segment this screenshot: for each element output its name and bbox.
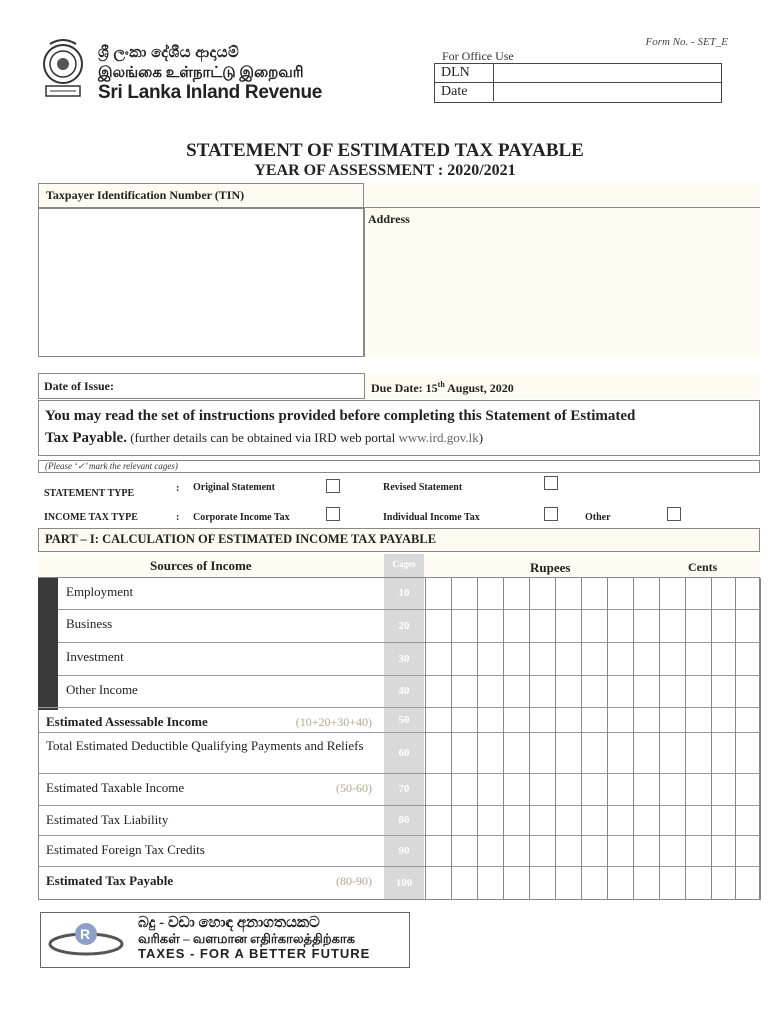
office-date-label: Date bbox=[435, 83, 494, 101]
digit-cell-divider bbox=[477, 578, 478, 900]
row-formula: (80-90) bbox=[336, 874, 372, 888]
income-sources-sidebar bbox=[38, 578, 58, 710]
row-label: Total Estimated Deductible Qualifying Payments and Reliefs bbox=[46, 738, 364, 753]
form-title: STATEMENT OF ESTIMATED TAX PAYABLE bbox=[186, 140, 584, 161]
original-statement-checkbox[interactable] bbox=[326, 479, 340, 493]
dln-row bbox=[435, 64, 721, 83]
amount-grid[interactable] bbox=[425, 578, 760, 900]
row-label: Investment bbox=[66, 649, 124, 664]
form-subtitle: YEAR OF ASSESSMENT : 2020/2021 bbox=[254, 162, 516, 179]
address-top bbox=[364, 183, 760, 208]
row-label: Business bbox=[66, 616, 113, 631]
form-number: Form No. - SET_E bbox=[645, 36, 728, 48]
instructions-line1: You may read the set of instructions provided before completing this Statement of Estimated bbox=[45, 408, 636, 424]
row-label: Estimated Taxable Income bbox=[46, 780, 185, 795]
cage-number: 40 bbox=[384, 676, 424, 707]
individual-income-tax-label: Individual Income Tax bbox=[383, 512, 480, 523]
digit-cell-divider bbox=[685, 578, 686, 900]
col-cages-header: Cages bbox=[392, 559, 416, 569]
cage-number: 10 bbox=[384, 578, 424, 609]
ird-link[interactable]: www.ird.gov.lk bbox=[398, 430, 479, 445]
footer-sinhala: බදු - වඩා හොඳ අනාගතයකට bbox=[138, 915, 320, 931]
address-field[interactable] bbox=[364, 183, 760, 357]
row-label: Estimated Tax Payable bbox=[46, 873, 174, 888]
footer-tamil: வரிகள் – வளமான எதிர்காலத்திற்காக bbox=[138, 931, 356, 946]
cage-number: 100 bbox=[384, 867, 424, 899]
digit-cell-divider bbox=[760, 578, 761, 900]
row-label: Estimated Foreign Tax Credits bbox=[46, 842, 205, 857]
row-label: Estimated Assessable Income bbox=[46, 714, 208, 729]
digit-cell-divider bbox=[529, 578, 530, 900]
col-rupees-header: Rupees bbox=[530, 560, 571, 575]
digit-cell-divider bbox=[503, 578, 504, 900]
digit-cell-divider bbox=[711, 578, 712, 900]
logo-sinhala: ශ්‍රී ලංකා දේශීය ආදායම් bbox=[98, 45, 240, 61]
cage-number: 70 bbox=[384, 774, 424, 805]
tin-field[interactable] bbox=[38, 208, 364, 357]
statement-type-colon: : bbox=[176, 483, 180, 494]
cage-number: 90 bbox=[384, 836, 424, 866]
dln-field[interactable] bbox=[494, 64, 721, 82]
part1-title: PART – I: CALCULATION OF ESTIMATED INCOME TAX PAYABLE bbox=[45, 532, 437, 546]
mark-note: (Please ‘✓’ mark the relevant cages) bbox=[45, 461, 178, 471]
svg-text:R: R bbox=[80, 926, 91, 942]
digit-cell-divider bbox=[659, 578, 660, 900]
digit-cell-divider bbox=[633, 578, 634, 900]
other-label: Other bbox=[585, 512, 611, 523]
office-use-label: For Office Use bbox=[442, 49, 514, 63]
logo-tamil: இலங்கை உள்நாட்டு இறைவரி bbox=[98, 65, 304, 81]
row-label: Employment bbox=[66, 584, 134, 599]
corporate-income-tax-label: Corporate Income Tax bbox=[193, 512, 290, 523]
digit-cell-divider bbox=[735, 578, 736, 900]
cage-number: 80 bbox=[384, 806, 424, 835]
ird-logo-icon bbox=[44, 916, 128, 962]
individual-income-tax-checkbox[interactable] bbox=[544, 507, 558, 521]
instructions-line2: Tax Payable. (further details can be obtained via IRD web portal www.ird.gov.lk) bbox=[45, 430, 484, 446]
cage-number: 20 bbox=[384, 610, 424, 642]
office-date-field[interactable] bbox=[494, 83, 721, 101]
office-use-table bbox=[434, 63, 722, 103]
corporate-income-tax-checkbox[interactable] bbox=[326, 507, 340, 521]
cage-number: 60 bbox=[384, 733, 424, 773]
digit-cell-divider bbox=[451, 578, 452, 900]
date-of-issue-label: Date of Issue: bbox=[44, 379, 114, 393]
tin-label: Taxpayer Identification Number (TIN) bbox=[46, 188, 245, 202]
emblem-icon bbox=[40, 38, 86, 100]
row-label: Other Income bbox=[66, 682, 138, 697]
address-label: Address bbox=[368, 212, 410, 226]
row-formula: (50-60) bbox=[336, 781, 372, 795]
due-date-label: Due Date: 15th August, 2020 bbox=[371, 380, 514, 395]
digit-cell-divider bbox=[555, 578, 556, 900]
cage-number: 50 bbox=[384, 708, 424, 732]
office-date-row bbox=[435, 83, 721, 101]
digit-cell-divider bbox=[607, 578, 608, 900]
footer-english: TAXES - FOR A BETTER FUTURE bbox=[138, 946, 371, 961]
col-cents-header: Cents bbox=[688, 560, 718, 574]
statement-type-label: STATEMENT TYPE bbox=[44, 488, 135, 499]
cage-number: 30 bbox=[384, 643, 424, 675]
logo-english: Sri Lanka Inland Revenue bbox=[98, 82, 323, 103]
income-tax-type-label: INCOME TAX TYPE bbox=[44, 512, 138, 523]
original-statement-label: Original Statement bbox=[193, 482, 275, 493]
other-checkbox[interactable] bbox=[667, 507, 681, 521]
dln-label: DLN bbox=[435, 64, 494, 82]
digit-cell-divider bbox=[581, 578, 582, 900]
row-label: Estimated Tax Liability bbox=[46, 812, 169, 827]
col-sources-header: Sources of Income bbox=[150, 558, 252, 573]
digit-cell-divider bbox=[425, 578, 426, 900]
income-tax-type-colon: : bbox=[176, 512, 180, 523]
row-formula: (10+20+30+40) bbox=[295, 715, 372, 729]
revised-statement-label: Revised Statement bbox=[383, 482, 463, 493]
revised-statement-checkbox[interactable] bbox=[544, 476, 558, 490]
